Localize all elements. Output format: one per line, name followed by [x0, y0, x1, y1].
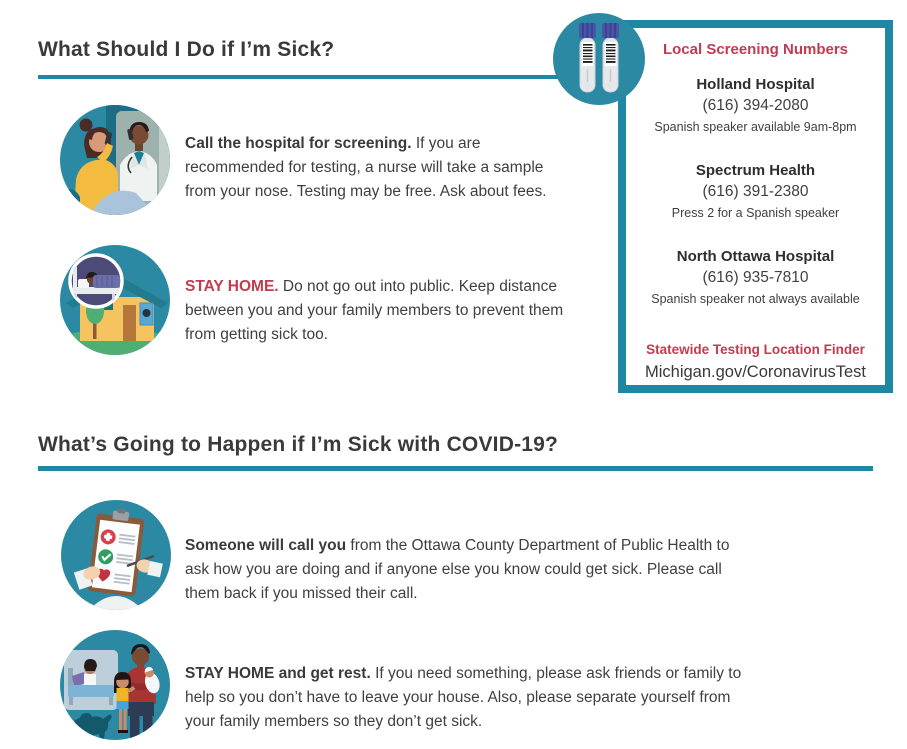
- hospital-note: Press 2 for a Spanish speaker: [671, 206, 840, 220]
- stay-home-rest-text: [185, 662, 745, 734]
- stay-home-rest-lead: STAY HOME and get rest.: [185, 664, 371, 682]
- hospital-entry: [626, 247, 885, 308]
- finder-url-link[interactable]: Michigan.gov/CoronavirusTest: [644, 363, 867, 381]
- hospital-note: Spanish speaker not always available: [651, 292, 860, 306]
- section2-title: What’s Going to Happen if I’m Sick with COVID-19?: [38, 433, 559, 456]
- hospital-phone: (616) 391-2380: [702, 183, 809, 200]
- section1-divider: [38, 75, 589, 79]
- sidebar-title: Local Screening Numbers: [662, 41, 849, 58]
- stay-home-body: Do not go out into public. Keep distance between you and your family members to prevent them from getting sick too.: [185, 277, 564, 343]
- local-screening-numbers-box: [618, 20, 893, 393]
- stay-home-house-icon: [60, 245, 170, 355]
- clipboard-checklist-icon: [61, 500, 171, 610]
- hospital-entry: [626, 75, 885, 136]
- test-swab-tubes-icon: [553, 13, 645, 105]
- hospital-name: Spectrum Health: [695, 162, 816, 179]
- hospital-name: North Ottawa Hospital: [676, 248, 835, 265]
- finder-label: Statewide Testing Location Finder: [646, 342, 865, 357]
- testing-location-finder: [626, 341, 885, 383]
- someone-will-call-body: from the Ottawa County Department of Public Health to ask how you are doing and if anyone else you know could get sick. Please call them back if you missed their call.: [185, 536, 730, 602]
- call-hospital-text: [185, 132, 563, 204]
- someone-will-call-text: [185, 534, 733, 606]
- stay-home-rest-body: If you need something, please ask friends or family to help so you don’t have to leave your house. Also, please separate yourself from your family members so they don’t get sick.: [185, 664, 742, 730]
- call-hospital-body: If you are recommended for testing, a nurse will take a sample from your nose. Testing may be free. Ask about fees.: [185, 134, 547, 200]
- hospital-phone: (616) 935-7810: [702, 269, 809, 286]
- hospital-name: Holland Hospital: [696, 76, 815, 93]
- section1-title: What Should I Do if I’m Sick?: [38, 38, 335, 61]
- phone-call-with-doctor-icon: [60, 105, 170, 215]
- hospital-note: Spanish speaker available 9am-8pm: [654, 120, 857, 134]
- hospital-phone: (616) 394-2080: [702, 97, 809, 114]
- stay-home-text: [185, 275, 569, 347]
- someone-will-call-lead: Someone will call you: [185, 536, 347, 554]
- family-at-home-icon: [60, 630, 170, 740]
- hospital-entry: [626, 161, 885, 222]
- section2-divider: [38, 466, 873, 471]
- stay-home-lead: STAY HOME.: [185, 277, 279, 295]
- call-hospital-lead: Call the hospital for screening.: [185, 134, 412, 152]
